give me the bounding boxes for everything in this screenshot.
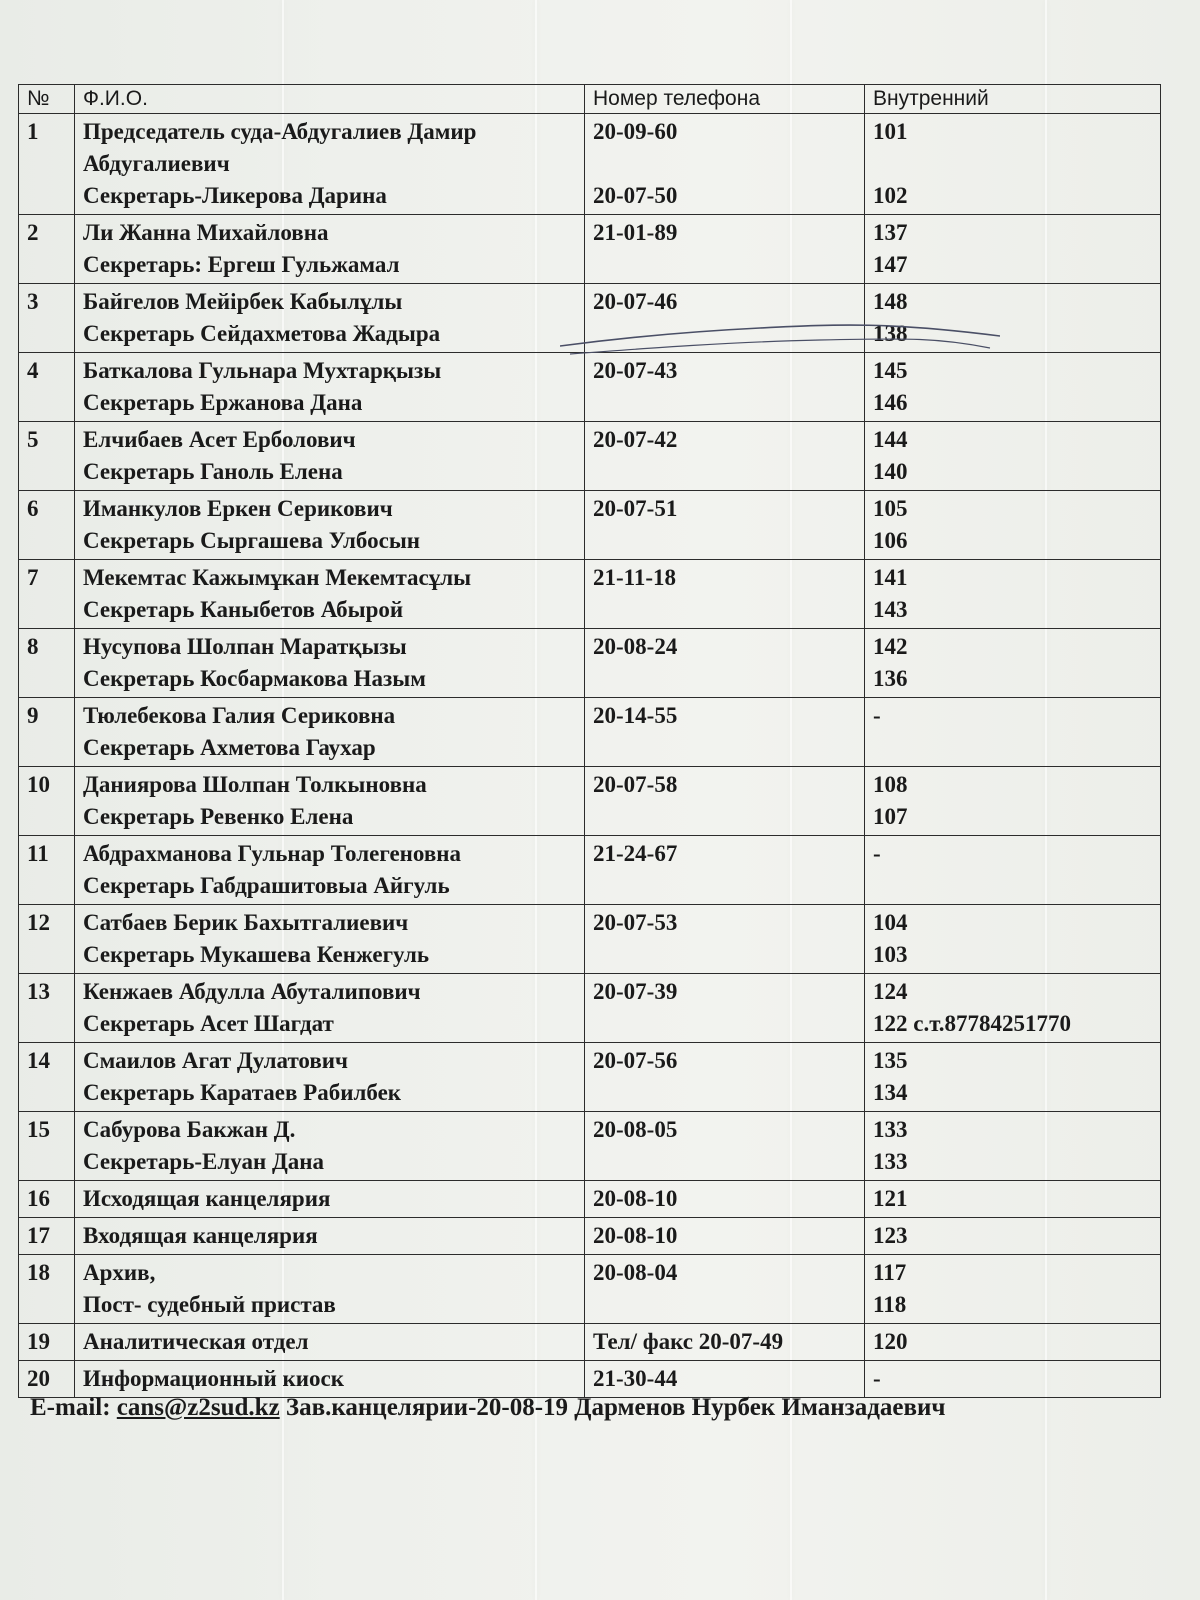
person-name-line: Нусупова Шолпан Маратқызы xyxy=(83,634,407,659)
person-name xyxy=(75,629,585,698)
person-name-line: Секретарь Сыргашева Улбосын xyxy=(83,528,421,553)
phone-number-line: 20-07-56 xyxy=(593,1048,678,1073)
person-name xyxy=(75,1112,585,1181)
person-name xyxy=(75,560,585,629)
phone-number-line: Тел/ факс 20-07-49 xyxy=(593,1329,784,1354)
table-row xyxy=(19,1112,1161,1181)
internal-extension-line: 136 xyxy=(873,666,908,691)
internal-extension-line: - xyxy=(873,841,881,866)
person-name-line: Секретарь Асет Шагдат xyxy=(83,1011,334,1036)
row-number: 18 xyxy=(19,1255,75,1324)
person-name xyxy=(75,1043,585,1112)
row-number: 11 xyxy=(19,836,75,905)
phone-number-line: 21-24-67 xyxy=(593,841,678,866)
table-row xyxy=(19,629,1161,698)
table-header-row xyxy=(19,85,1161,114)
internal-extension xyxy=(865,1324,1161,1361)
phone-number-line: 20-07-42 xyxy=(593,427,678,452)
table-row xyxy=(19,422,1161,491)
phone-number xyxy=(585,1324,865,1361)
row-number: 4 xyxy=(19,353,75,422)
table-row xyxy=(19,1181,1161,1218)
phone-number-line: 20-09-60 xyxy=(593,119,678,144)
person-name xyxy=(75,698,585,767)
footer-email-prefix: E-mail: xyxy=(30,1394,117,1421)
person-name-line: Секретарь: Ергеш Гульжамал xyxy=(83,252,400,277)
internal-extension xyxy=(865,422,1161,491)
person-name xyxy=(75,1218,585,1255)
internal-extension xyxy=(865,767,1161,836)
phone-number-line: 21-30-44 xyxy=(593,1366,678,1391)
internal-extension-line: - xyxy=(873,1366,881,1391)
internal-extension xyxy=(865,836,1161,905)
table-row xyxy=(19,698,1161,767)
person-name-line: Секретарь Сейдахметова Жадыра xyxy=(83,321,441,346)
phone-number xyxy=(585,560,865,629)
phone-number xyxy=(585,629,865,698)
person-name xyxy=(75,215,585,284)
phone-number-line: 20-07-53 xyxy=(593,910,678,935)
person-name xyxy=(75,1324,585,1361)
phone-number-line: 20-08-04 xyxy=(593,1260,678,1285)
internal-extension-line: 138 xyxy=(873,321,908,346)
internal-extension-line: 118 xyxy=(873,1292,907,1317)
phone-number xyxy=(585,353,865,422)
person-name-line: Архив, xyxy=(83,1260,156,1285)
person-name xyxy=(75,905,585,974)
person-name-line: Секретарь Ержанова Дана xyxy=(83,390,363,415)
person-name xyxy=(75,836,585,905)
phone-number xyxy=(585,905,865,974)
internal-extension xyxy=(865,1181,1161,1218)
person-name xyxy=(75,1181,585,1218)
phone-number-line: 20-14-55 xyxy=(593,703,678,728)
person-name-line: Мекемтас Кажымұкан Мекемтасұлы xyxy=(83,565,472,590)
person-name-line: Байгелов Мейірбек Кабылұлы xyxy=(83,289,403,314)
internal-extension-line: 144 xyxy=(873,427,908,452)
row-number: 13 xyxy=(19,974,75,1043)
person-name-line: Секретарь Ганоль Елена xyxy=(83,459,343,484)
person-name-line: Смаилов Агат Дулатович xyxy=(83,1048,349,1073)
phone-number-line: 20-07-51 xyxy=(593,496,678,521)
row-number: 5 xyxy=(19,422,75,491)
person-name-line: Аналитическая отдел xyxy=(83,1329,309,1354)
phone-number-line: 20-08-24 xyxy=(593,634,678,659)
person-name-line: Секретарь Габдрашитовыа Айгуль xyxy=(83,873,450,898)
row-number: 3 xyxy=(19,284,75,353)
internal-extension-line: 137 xyxy=(873,220,908,245)
header-num: № xyxy=(19,85,75,114)
person-name xyxy=(75,1361,585,1398)
phone-number-line xyxy=(593,148,856,180)
phone-number xyxy=(585,767,865,836)
person-name-line: Секретарь-Елуан Дана xyxy=(83,1149,325,1174)
table-row xyxy=(19,974,1161,1043)
person-name-line: Исходящая канцелярия xyxy=(83,1186,331,1211)
person-name-line: Абдрахманова Гульнар Толегеновна xyxy=(83,841,462,866)
phone-number xyxy=(585,215,865,284)
phone-number-line: 20-07-46 xyxy=(593,289,678,314)
table-row xyxy=(19,215,1161,284)
person-name xyxy=(75,767,585,836)
row-number: 1 xyxy=(19,114,75,215)
internal-extension xyxy=(865,698,1161,767)
internal-extension xyxy=(865,629,1161,698)
internal-extension xyxy=(865,1218,1161,1255)
person-name-line: Секретарь-Ликерова Дарина xyxy=(83,183,387,208)
header-phone: Номер телефона xyxy=(585,85,865,114)
phone-number xyxy=(585,422,865,491)
phone-number-line: 20-08-10 xyxy=(593,1186,678,1211)
row-number: 10 xyxy=(19,767,75,836)
internal-extension-line: 105 xyxy=(873,496,908,521)
row-number: 17 xyxy=(19,1218,75,1255)
person-name-line: Председатель суда-Абдугалиев Дамир xyxy=(83,119,477,144)
internal-extension xyxy=(865,1043,1161,1112)
person-name xyxy=(75,284,585,353)
phone-number xyxy=(585,1218,865,1255)
internal-extension-line: 108 xyxy=(873,772,908,797)
header-internal: Внутренний xyxy=(865,85,1161,114)
phone-number-line: 20-07-43 xyxy=(593,358,678,383)
person-name-line: Даниярова Шолпан Толкыновна xyxy=(83,772,427,797)
person-name-line: Секретарь Ревенко Елена xyxy=(83,804,354,829)
phone-number xyxy=(585,491,865,560)
internal-extension xyxy=(865,974,1161,1043)
person-name-line: Сатбаев Берик Бахытгалиевич xyxy=(83,910,409,935)
phone-number xyxy=(585,1112,865,1181)
person-name-line: Информационный киоск xyxy=(83,1366,344,1391)
person-name xyxy=(75,422,585,491)
phone-number xyxy=(585,974,865,1043)
phone-number xyxy=(585,1181,865,1218)
row-number: 19 xyxy=(19,1324,75,1361)
table-row xyxy=(19,1043,1161,1112)
phone-number-line: 21-01-89 xyxy=(593,220,678,245)
internal-extension-line: 106 xyxy=(873,528,908,553)
table-row xyxy=(19,836,1161,905)
person-name-line: Баткалова Гульнара Мухтарқызы xyxy=(83,358,442,383)
internal-extension-line: 140 xyxy=(873,459,908,484)
internal-extension xyxy=(865,1361,1161,1398)
row-number: 16 xyxy=(19,1181,75,1218)
phone-number xyxy=(585,1255,865,1324)
internal-extension-line: 123 xyxy=(873,1223,908,1248)
internal-extension-line: 117 xyxy=(873,1260,907,1285)
internal-extension-line: 135 xyxy=(873,1048,908,1073)
internal-extension-line: 133 xyxy=(873,1117,908,1142)
person-name xyxy=(75,491,585,560)
table-row xyxy=(19,1324,1161,1361)
table-row xyxy=(19,114,1161,215)
row-number: 8 xyxy=(19,629,75,698)
internal-extension xyxy=(865,1112,1161,1181)
row-number: 12 xyxy=(19,905,75,974)
internal-extension-line: 102 xyxy=(873,183,908,208)
row-number: 6 xyxy=(19,491,75,560)
table-row xyxy=(19,1218,1161,1255)
internal-extension-line: - xyxy=(873,703,881,728)
internal-extension-line xyxy=(873,148,1152,180)
person-name-line: Секретарь Каратаев Рабилбек xyxy=(83,1080,402,1105)
internal-extension xyxy=(865,491,1161,560)
person-name-line: Пост- судебный пристав xyxy=(83,1292,336,1317)
table-row xyxy=(19,353,1161,422)
internal-extension-line: 120 xyxy=(873,1329,908,1354)
person-name-line: Секретарь Каныбетов Абырой xyxy=(83,597,404,622)
table-body xyxy=(19,114,1161,1398)
internal-extension-line: 103 xyxy=(873,942,908,967)
internal-extension-line: 145 xyxy=(873,358,908,383)
person-name-line: Входящая канцелярия xyxy=(83,1223,318,1248)
phone-number xyxy=(585,698,865,767)
internal-extension-line: 104 xyxy=(873,910,908,935)
person-name-line: Тюлебекова Галия Сериковна xyxy=(83,703,396,728)
person-name-line: Секретарь Косбармакова Назым xyxy=(83,666,426,691)
person-name-line: Абдугалиевич xyxy=(83,151,230,176)
person-name-line: Секретарь Ахметова Гаухар xyxy=(83,735,376,760)
person-name-line: Ли Жанна Михайловна xyxy=(83,220,329,245)
internal-extension xyxy=(865,215,1161,284)
internal-extension xyxy=(865,1255,1161,1324)
pen-scribble xyxy=(560,318,1000,358)
internal-extension-line: 148 xyxy=(873,289,908,314)
table-row xyxy=(19,767,1161,836)
row-number: 15 xyxy=(19,1112,75,1181)
internal-extension-line: 146 xyxy=(873,390,908,415)
footer-chancellery-head: Зав.канцелярии-20-08-19 Дарменов Нурбек Иманзадаевич xyxy=(279,1394,946,1421)
footer-email-link[interactable]: cans@z2sud.kz xyxy=(116,1394,280,1421)
person-name xyxy=(75,1255,585,1324)
phone-number-line: 21-11-18 xyxy=(593,565,677,590)
person-name xyxy=(75,974,585,1043)
person-name-line: Иманкулов Еркен Серикович xyxy=(83,496,393,521)
table-row xyxy=(19,560,1161,629)
row-number: 2 xyxy=(19,215,75,284)
person-name xyxy=(75,114,585,215)
phone-number xyxy=(585,836,865,905)
phone-number-line: 20-07-39 xyxy=(593,979,678,1004)
internal-extension xyxy=(865,560,1161,629)
row-number: 14 xyxy=(19,1043,75,1112)
phone-number xyxy=(585,114,865,215)
table-row xyxy=(19,1361,1161,1398)
internal-extension xyxy=(865,905,1161,974)
person-name-line: Сабурова Бакжан Д. xyxy=(83,1117,296,1142)
table-row xyxy=(19,905,1161,974)
header-fio: Ф.И.О. xyxy=(75,85,585,114)
internal-extension-line: 143 xyxy=(873,597,908,622)
phone-number-line: 20-08-05 xyxy=(593,1117,678,1142)
internal-extension-line: 147 xyxy=(873,252,908,277)
person-name xyxy=(75,353,585,422)
row-number: 7 xyxy=(19,560,75,629)
table-row xyxy=(19,1255,1161,1324)
internal-extension-line: 101 xyxy=(873,119,908,144)
person-name-line: Елчибаев Асет Ерболович xyxy=(83,427,356,452)
phone-number-line: 20-08-10 xyxy=(593,1223,678,1248)
phone-directory-table xyxy=(18,84,1161,1398)
phone-number-line: 20-07-58 xyxy=(593,772,678,797)
internal-extension-line: 134 xyxy=(873,1080,908,1105)
phone-number xyxy=(585,1361,865,1398)
internal-extension xyxy=(865,353,1161,422)
internal-extension-line: 121 xyxy=(873,1186,908,1211)
row-number: 20 xyxy=(19,1361,75,1398)
internal-extension-line: 122 с.т.87784251770 xyxy=(873,1011,1072,1036)
table-row xyxy=(19,491,1161,560)
internal-extension-line: 107 xyxy=(873,804,908,829)
internal-extension-line: 133 xyxy=(873,1149,908,1174)
internal-extension-line: 142 xyxy=(873,634,908,659)
footer-contact xyxy=(30,1394,945,1422)
internal-extension-line: 124 xyxy=(873,979,908,1004)
phone-number xyxy=(585,1043,865,1112)
internal-extension-line: 141 xyxy=(873,565,908,590)
phone-number-line: 20-07-50 xyxy=(593,183,678,208)
internal-extension xyxy=(865,114,1161,215)
person-name-line: Кенжаев Абдулла Абуталипович xyxy=(83,979,421,1004)
row-number: 9 xyxy=(19,698,75,767)
person-name-line: Секретарь Мукашева Кенжегуль xyxy=(83,942,430,967)
